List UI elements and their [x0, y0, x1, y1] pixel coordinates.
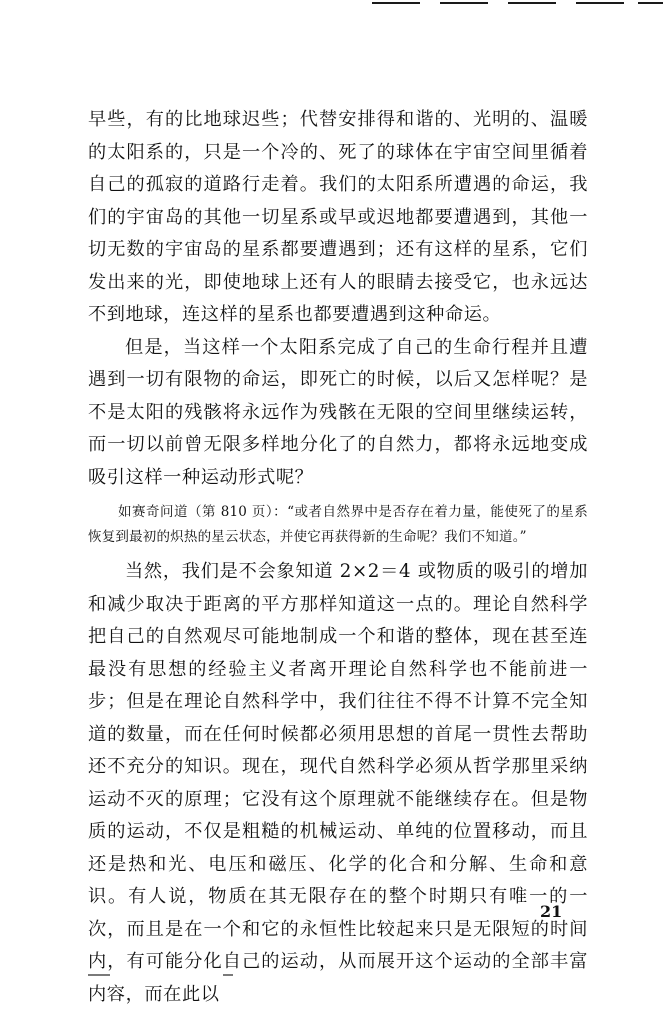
scan-mark-1	[88, 974, 110, 976]
header-rule-2	[440, 2, 488, 4]
paragraph-question: 但是，当这样一个太阳系完成了自己的生命行程并且遭遇到一切有限物的命运，即死亡的时候，以后又怎样呢？是不是太阳的残骸将永远作为残骸在无限的空间里继续运转，而一切以前曾无限多样地分化了的自然力，都将永远地变成吸引这样一种运动形式呢？	[88, 336, 588, 488]
header-rule-4	[576, 2, 624, 4]
scan-mark-2	[223, 974, 233, 976]
paragraph-continued: 早些，有的比地球迟些；代替安排得和谐的、光明的、温暖的太阳系的，只是一个冷的、死了的球体在宇宙空间里循着自己的孤寂的道路行走着。我们的太阳系所遭遇的命运，我们的宇宙岛的其他一切星系或早或迟地都要遭遇到，其他一切无数的宇宙岛的星系都要遭遇到；还有这样的星系，它们发出来的光，即使地球上还有人的眼睛去接受它，也永远达不到地球，连这样的星系也都要遭遇到这种命运。	[88, 109, 588, 325]
header-rule-1	[372, 2, 420, 4]
page-number: 21	[540, 902, 563, 921]
header-rules	[370, 0, 663, 8]
quoted-note: 如赛奇问道（第 810 页）：“或者自然界中是否存在着力量，能使死了的星系恢复到最初的炽热的星云状态，并使它再获得新的生命呢？我们不知道。”	[88, 504, 588, 545]
footer-scan-marks	[88, 972, 248, 978]
body-text	[88, 104, 588, 1011]
header-rule-3	[508, 2, 556, 4]
paragraph-main: 当然，我们是不会象知道 2×2＝4 或物质的吸引的增加和减少取决于距离的平方那样知道这一点的。理论自然科学把自己的自然观尽可能地制成一个和谐的整体，现在甚至连最没有思想的经验主义者离开理论自然科学也不能前进一步；但是在理论自然科学中，我们往往不得不计算不完全知道的数量，而在任何时候都必须用思想的首尾一贯性去帮助还不充分的知识。现在，现代自然科学必须从哲学那里采纳运动不灭的原理；它没有这个原理就不能继续存在。但是物质的运动，不仅是粗糙的机械运动、单纯的位置移动，而且还是热和光、电压和磁压、化学的化合和分解、生命和意识。有人说，物质在其无限存在的整个时期只有唯一的一次，而且是在一个和它的永恒性比较起来只是无限短的时间内，有可能分化自己的运动，从而展开这个运动的全部丰富内容，而在此以	[88, 561, 588, 1005]
header-rule-5	[638, 2, 663, 4]
